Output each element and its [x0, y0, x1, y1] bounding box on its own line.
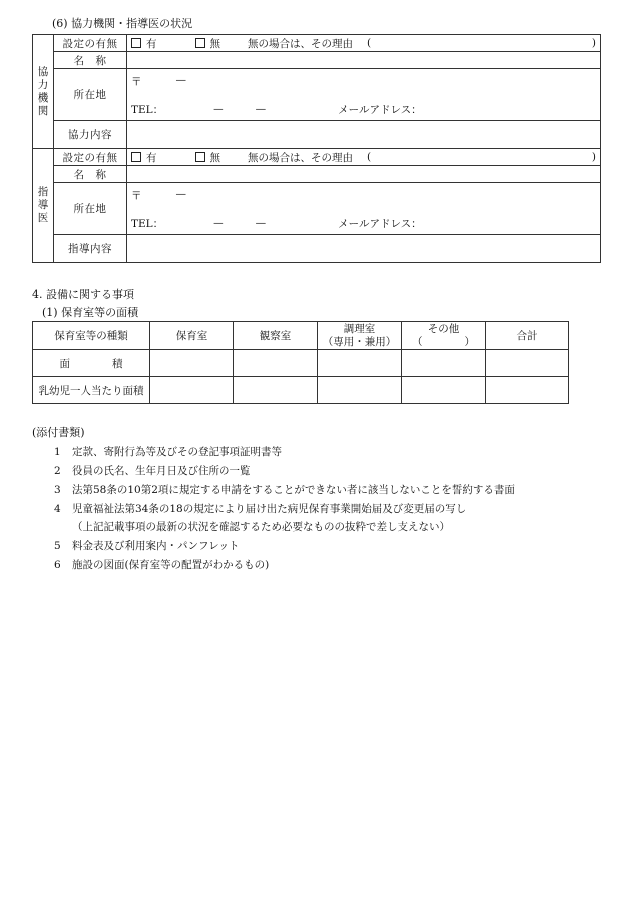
address-field[interactable]: 〒 — TEL： — — メールアドレス：	[127, 183, 601, 235]
content-label: 協力内容	[54, 121, 127, 149]
setting-label: 設定の有無	[54, 149, 127, 166]
area-sub-heading: (1) 保育室等の面積	[42, 306, 139, 319]
area-table	[32, 321, 569, 404]
area-observation-cell[interactable]	[234, 350, 318, 377]
header-total: 合計	[486, 322, 569, 350]
setting-options: 有 無 無の場合は、その理由 ( )	[127, 35, 601, 52]
setting-label: 設定の有無	[54, 35, 127, 52]
name-field[interactable]	[127, 52, 601, 69]
attachment-item: 3 法第58条の10第2項に規定する申請をすることができない者に該当しないことを誓約する書面	[54, 484, 515, 496]
row-label-area: 面 積	[33, 350, 150, 377]
cooperation-table	[32, 34, 601, 263]
attachment-item: 1 定款、寄附行為等及びその登記事項証明書等	[54, 446, 282, 458]
header-cooking: 調理室 （専用・兼用）	[318, 322, 402, 350]
per-child-cooking-cell[interactable]	[318, 377, 402, 404]
attachment-item: 5 料金表及び利用案内・パンフレット	[54, 540, 240, 552]
attachment-note: （上記記載事項の最新の状況を確認するため必要なものの抜粋で差し支えない）	[72, 521, 450, 533]
content-label: 指導内容	[54, 235, 127, 263]
area-cooking-cell[interactable]	[318, 350, 402, 377]
attachments-heading: (添付書類)	[32, 426, 85, 439]
row-label-per-child: 乳幼児一人当たり面積	[33, 377, 150, 404]
area-total-cell[interactable]	[486, 350, 569, 377]
attachment-item: 4 児童福祉法第34条の18の規定により届け出た病児保育事業開始届及び変更届の写し	[54, 503, 467, 515]
attachment-item: 2 役員の氏名、生年月日及び住所の一覧	[54, 465, 251, 477]
address-label: 所在地	[54, 183, 127, 235]
content-field[interactable]	[127, 235, 601, 263]
group-label-advisor: 指 導 医	[33, 149, 54, 263]
section-6-heading: (6) 協力機関・指導医の状況	[52, 17, 193, 30]
per-child-nursery-cell[interactable]	[150, 377, 234, 404]
reason-text: 無の場合は、その理由	[248, 37, 353, 50]
area-other-cell[interactable]	[402, 350, 486, 377]
address-field[interactable]: 〒 — TEL： — — メールアドレス：	[127, 69, 601, 121]
checkbox-yes[interactable]	[131, 38, 141, 48]
section-4-heading: 4. 設備に関する事項	[32, 288, 134, 301]
per-child-observation-cell[interactable]	[234, 377, 318, 404]
header-observation: 観察室	[234, 322, 318, 350]
address-label: 所在地	[54, 69, 127, 121]
area-nursery-cell[interactable]	[150, 350, 234, 377]
checkbox-no[interactable]	[195, 38, 205, 48]
checkbox-yes[interactable]	[131, 152, 141, 162]
per-child-other-cell[interactable]	[402, 377, 486, 404]
header-type: 保育室等の種類	[33, 322, 150, 350]
per-child-total-cell[interactable]	[486, 377, 569, 404]
group-label-cooperation: 協 力 機 関	[33, 35, 54, 149]
name-label: 名 称	[54, 52, 127, 69]
checkbox-no[interactable]	[195, 152, 205, 162]
content-field[interactable]	[127, 121, 601, 149]
header-nursery: 保育室	[150, 322, 234, 350]
reason-text: 無の場合は、その理由	[248, 151, 353, 164]
attachment-item: 6 施設の図面(保育室等の配置がわかるもの)	[54, 559, 270, 571]
name-label: 名 称	[54, 166, 127, 183]
setting-options: 有 無 無の場合は、その理由 ( )	[127, 149, 601, 166]
header-other: その他 （ ）	[402, 322, 486, 350]
name-field[interactable]	[127, 166, 601, 183]
